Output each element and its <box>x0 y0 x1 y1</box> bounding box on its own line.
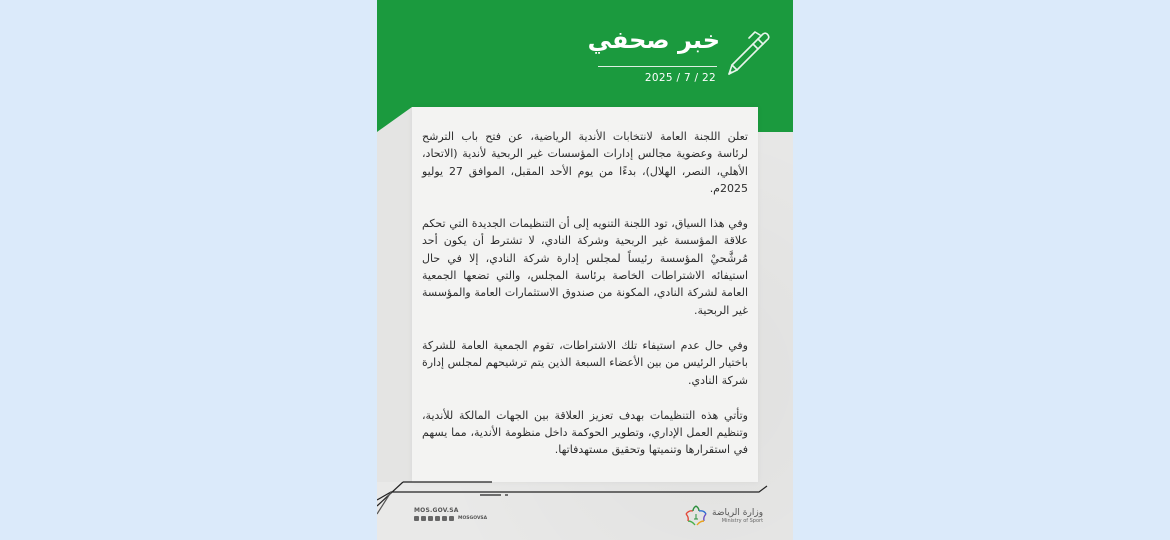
paragraph: وفي هذا السياق، تود اللجنة التنويه إلى أن التنظيمات الجديدة التي تحكم علاقة المؤسسة غير الربحية وشركة النادي، لا تشترط أن يكون أحد مُرشَّحيْ المؤسسة رئيساً لمجلس إدارة شركة النادي، إلا في حال استيفائه الاشتراطات الخاصة برئاسة المجلس، والتي تضعها الجمعية العامة لشركة النادي، المكونة من صندوق الاستثمارات العامة والمؤسسة غير الربحية. <box>422 217 748 317</box>
ministry-emblem-icon <box>684 505 708 527</box>
x-icon[interactable] <box>435 516 440 521</box>
website-link[interactable]: MOS.GOV.SA <box>414 507 459 514</box>
instagram-icon[interactable] <box>428 516 433 521</box>
pen-icon <box>723 28 773 78</box>
title-divider <box>598 66 717 67</box>
paragraph: وفي حال عدم استيفاء تلك الاشتراطات، تقوم الجمعية العامة للشركة باختيار الرئيس من بين الأعضاء السبعة الذين يتم ترشيحهم لمجلس إدارة شركة النادي. <box>422 338 748 387</box>
social-links <box>414 516 487 521</box>
tiktok-icon[interactable] <box>414 516 419 521</box>
corner-fold <box>377 107 412 132</box>
facebook-icon[interactable] <box>442 516 447 521</box>
youtube-icon[interactable] <box>449 516 454 521</box>
press-release-body <box>422 128 748 477</box>
snapchat-icon[interactable] <box>421 516 426 521</box>
paragraph: تعلن اللجنة العامة لانتخابات الأندية الرياضية، عن فتح باب الترشح لرئاسة وعضوية مجالس إدارات المؤسسات غير الربحية لأندية (الاتحاد، الأهلي، النصر، الهلال)، بدءًا من يوم الأحد المقبل، الموافق 27 يوليو 2025م. <box>422 130 748 195</box>
paragraph: وتأتي هذه التنظيمات بهدف تعزيز العلاقة بين الجهات المالكة للأندية، وتنظيم العمل الإداري، وتطوير الحوكمة داخل منظومة الأندية، مما يسهم في استقرارها وتنميتها وتحقيق مستهدفاتها. <box>422 408 748 457</box>
ministry-name-english: Ministry of Sport <box>721 518 764 524</box>
social-handle: MOSGOVSA <box>458 516 488 521</box>
ministry-name-arabic: وزارة الرياضة <box>712 508 764 518</box>
sheet-side-fold <box>377 107 412 482</box>
press-release-poster <box>377 0 793 540</box>
page-title: خبر صحفي <box>587 26 720 54</box>
release-date: 2025 / 7 / 22 <box>644 72 716 84</box>
ministry-logo <box>684 505 763 527</box>
contact-block <box>414 507 487 521</box>
